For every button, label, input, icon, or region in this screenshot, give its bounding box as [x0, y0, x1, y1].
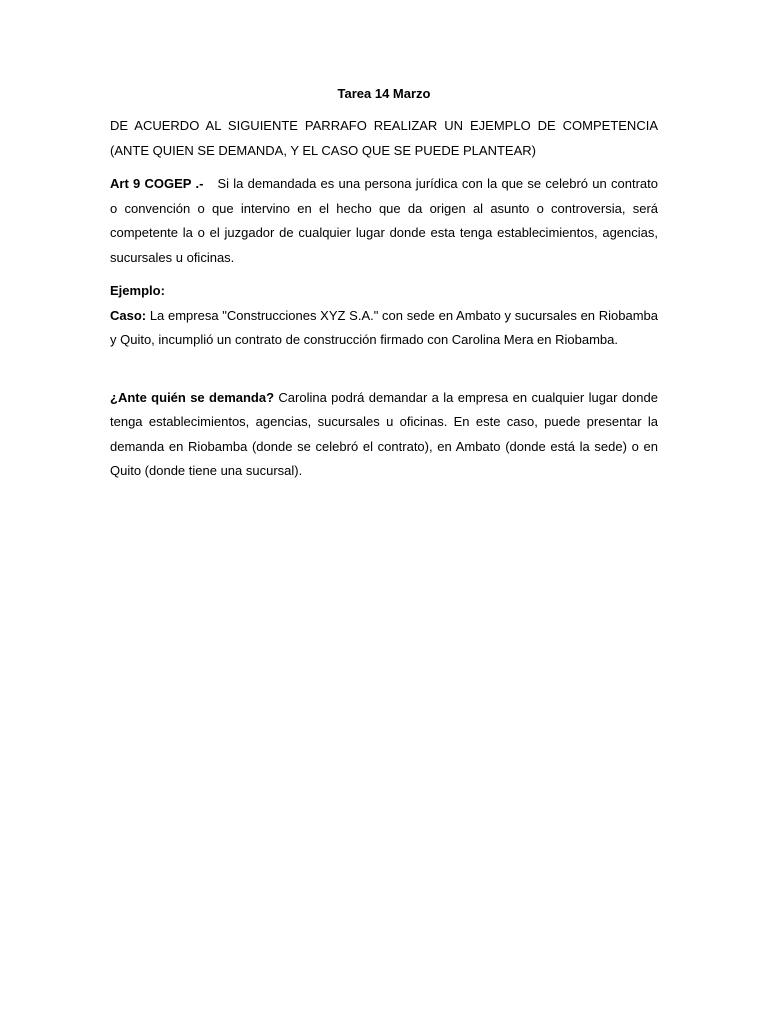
example-heading: Ejemplo: [110, 283, 165, 298]
document-page [110, 84, 658, 484]
instruction-paragraph: DE ACUERDO AL SIGUIENTE PARRAFO REALIZAR UN EJEMPLO DE COMPETENCIA (ANTE QUIEN SE DEMANDA, Y EL CASO QUE SE PUEDE PLANTEAR) [110, 118, 658, 158]
document-title: Tarea 14 Marzo [337, 86, 431, 101]
article-paragraph [110, 172, 658, 270]
case-paragraph [110, 304, 658, 353]
article-text: Si la demandada es una persona jurídica con la que se celebró un contrato o convención o que intervino en el hecho que da origen al asunto o controversia, será competente la o el juzgador de cualquier lugar donde esta tenga establecimientos, agencias, sucursales u oficinas. [110, 176, 658, 265]
answer-paragraph [110, 386, 658, 484]
answer-question: ¿Ante quién se demanda? [110, 389, 275, 405]
blank-line [110, 353, 658, 386]
case-text: La empresa "Construcciones XYZ S.A." con sede en Ambato y sucursales en Riobamba y Quito, incumplió un contrato de construcción firmado con Carolina Mera en Riobamba. [110, 307, 658, 347]
case-label: Caso: [110, 307, 147, 323]
article-label: Art 9 COGEP .- [110, 176, 204, 191]
answer-text: Carolina podrá demandar a la empresa en cualquier lugar donde tenga establecimientos, agencias, sucursales u oficinas. En este caso, puede presentar la demanda en Riobamba (donde se celebró el contrato), en Ambato (donde está la sede) o en Quito (donde tiene una sucursal). [110, 389, 658, 478]
